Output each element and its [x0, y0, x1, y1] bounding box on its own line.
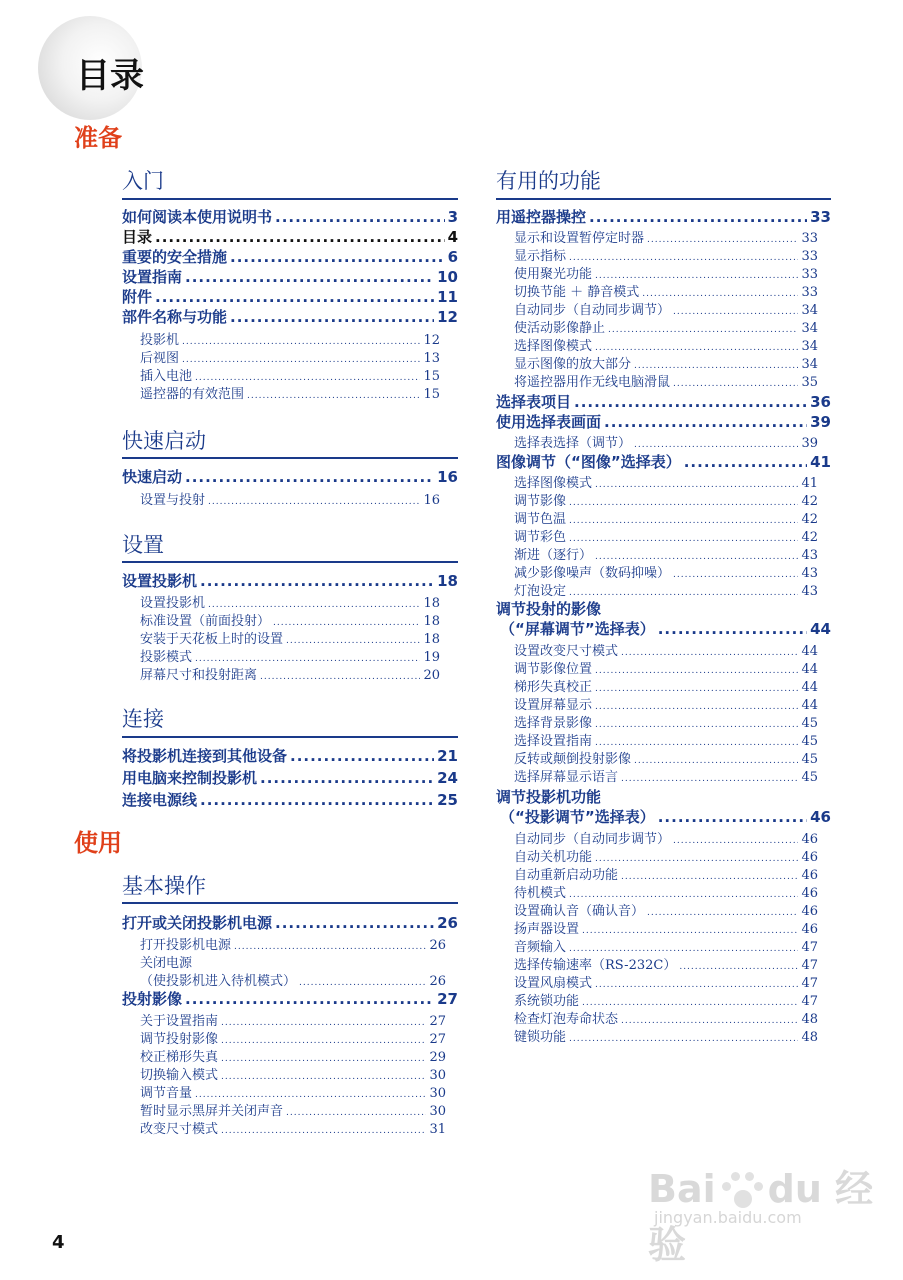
toc-entry[interactable]: 部件名称与功能 ..... 12: [122, 306, 458, 327]
toc-subentry[interactable]: 插入电池 ..... 15: [140, 365, 440, 384]
section-rule: [122, 736, 458, 738]
toc-subentry[interactable]: 渐进（逐行） ..... 43: [514, 544, 818, 563]
toc-subentry[interactable]: 自动同步（自动同步调节） ..... 46: [514, 828, 818, 847]
toc-subentry[interactable]: 屏幕尺寸和投射距离 ..... 20: [140, 664, 440, 683]
toc-entry[interactable]: （“屏幕调节”选择表） ..... 44: [500, 618, 831, 639]
section-title-intro: 入门: [122, 169, 164, 193]
toc-subentry[interactable]: 自动同步（自动同步调节） ..... 34: [514, 299, 818, 318]
toc-subentry[interactable]: 选择传输速率（RS-232C） ..... 47: [514, 954, 818, 973]
toc-entry[interactable]: 连接电源线 ..... 25: [122, 789, 458, 810]
part-heading-prep: 准备: [74, 124, 122, 152]
toc-subentry[interactable]: 将遥控器用作无线电脑滑鼠 ..... 35: [514, 371, 818, 390]
toc-subentry[interactable]: 待机模式 ..... 46: [514, 882, 818, 901]
toc-subentry[interactable]: 打开投影机电源 ..... 26: [140, 934, 446, 953]
toc-entry[interactable]: （“投影调节”选择表） ..... 46: [500, 806, 831, 827]
toc-subentry[interactable]: 显示图像的放大部分 ..... 34: [514, 353, 818, 372]
toc-entry[interactable]: 用遥控器操控 ..... 33: [496, 206, 831, 227]
section-title-setup: 设置: [122, 533, 164, 557]
toc-subentry[interactable]: 检查灯泡寿命状态 ..... 48: [514, 1008, 818, 1027]
toc-subentry[interactable]: 切换输入模式 ..... 30: [140, 1064, 446, 1083]
toc-subentry[interactable]: 自动关机功能 ..... 46: [514, 846, 818, 865]
toc-subentry[interactable]: 关于设置指南 ..... 27: [140, 1010, 446, 1029]
toc-subentry[interactable]: 安装于天花板上时的设置 ..... 18: [140, 628, 440, 647]
toc-entry[interactable]: 用电脑来控制投影机 ..... 24: [122, 767, 458, 788]
toc-subentry[interactable]: 选择屏幕显示语言 ..... 45: [514, 766, 818, 785]
page-number: 4: [52, 1232, 65, 1253]
toc-subentry[interactable]: 键锁功能 ..... 48: [514, 1026, 818, 1045]
toc-entry[interactable]: 选择表项目 ..... 36: [496, 391, 831, 412]
section-rule: [122, 902, 458, 904]
section-title-connection: 连接: [122, 707, 164, 731]
toc-subentry[interactable]: 系统锁功能 ..... 47: [514, 990, 818, 1009]
toc-entry[interactable]: 目录 ..... 4: [122, 226, 458, 247]
toc-subentry[interactable]: 显示指标 ..... 33: [514, 245, 818, 264]
watermark-url: jingyan.baidu.com: [654, 1208, 802, 1227]
toc-entry[interactable]: 设置指南 ..... 10: [122, 266, 458, 287]
section-title-useful-functions: 有用的功能: [496, 169, 601, 193]
toc-subentry[interactable]: 关闭电源: [140, 956, 193, 971]
toc-subentry[interactable]: 减少影像噪声（数码抑噪） ..... 43: [514, 562, 818, 581]
toc-subentry[interactable]: 使活动影像静止 ..... 34: [514, 317, 818, 336]
toc-subentry[interactable]: 调节影像位置 ..... 44: [514, 658, 818, 677]
toc-subentry[interactable]: 调节彩色 ..... 42: [514, 526, 818, 545]
paw-icon: [720, 1170, 764, 1214]
toc-entry[interactable]: 打开或关闭投影机电源 ..... 26: [122, 912, 458, 933]
toc-entry[interactable]: 将投影机连接到其他设备 ..... 21: [122, 745, 458, 766]
toc-entry[interactable]: 设置投影机 ..... 18: [122, 570, 458, 591]
toc-subentry[interactable]: 调节色温 ..... 42: [514, 508, 818, 527]
toc-subentry[interactable]: 灯泡设定 ..... 43: [514, 580, 818, 599]
toc-subentry[interactable]: 切换节能 ＋ 静音模式 ..... 33: [514, 281, 818, 300]
toc-subentry[interactable]: 使用聚光功能 ..... 33: [514, 263, 818, 282]
toc-entry[interactable]: 图像调节（“图像”选择表） ..... 41: [496, 451, 831, 472]
toc-subentry[interactable]: 投影机 ..... 12: [140, 329, 440, 348]
toc-subentry[interactable]: 设置投影机 ..... 18: [140, 592, 440, 611]
toc-entry[interactable]: 调节投射的影像: [496, 600, 602, 618]
section-rule: [122, 457, 458, 459]
toc-subentry[interactable]: 调节音量 ..... 30: [140, 1082, 446, 1101]
toc-subentry[interactable]: 投影模式 ..... 19: [140, 646, 440, 665]
toc-subentry[interactable]: 选择图像模式 ..... 41: [514, 472, 818, 491]
part-heading-use: 使用: [74, 829, 122, 857]
toc-subentry[interactable]: 设置与投射 ..... 16: [140, 489, 440, 508]
toc-entry[interactable]: 如何阅读本使用说明书 ..... 3: [122, 206, 458, 227]
toc-subentry[interactable]: 扬声器设置 ..... 46: [514, 918, 818, 937]
toc-subentry[interactable]: 后视图 ..... 13: [140, 347, 440, 366]
toc-subentry[interactable]: 自动重新启动功能 ..... 46: [514, 864, 818, 883]
toc-entry[interactable]: 重要的安全措施 ..... 6: [122, 246, 458, 267]
baidu-watermark: Bai du 经验: [648, 1167, 874, 1267]
toc-subentry[interactable]: 改变尺寸模式 ..... 31: [140, 1118, 446, 1137]
toc-subentry[interactable]: 设置屏幕显示 ..... 44: [514, 694, 818, 713]
toc-entry[interactable]: 使用选择表画面 ..... 39: [496, 411, 831, 432]
section-rule: [122, 198, 458, 200]
toc-subentry[interactable]: 选择设置指南 ..... 45: [514, 730, 818, 749]
toc-subentry[interactable]: 反转或颠倒投射影像 ..... 45: [514, 748, 818, 767]
toc-subentry[interactable]: 选择表选择（调节） ..... 39: [514, 432, 818, 451]
toc-entry[interactable]: 快速启动 ..... 16: [122, 466, 458, 487]
toc-subentry[interactable]: 调节投射影像 ..... 27: [140, 1028, 446, 1047]
toc-entry[interactable]: 投射影像 ..... 27: [122, 988, 458, 1009]
section-rule: [496, 198, 831, 200]
toc-subentry[interactable]: 标准设置（前面投射） ..... 18: [140, 610, 440, 629]
toc-subentry[interactable]: （使投影机进入待机模式） ..... 26: [140, 970, 446, 989]
toc-subentry[interactable]: 选择图像模式 ..... 34: [514, 335, 818, 354]
section-title-quickstart: 快速启动: [122, 429, 206, 453]
toc-subentry[interactable]: 设置风扇模式 ..... 47: [514, 972, 818, 991]
toc-subentry[interactable]: 音频输入 ..... 47: [514, 936, 818, 955]
toc-subentry[interactable]: 校正梯形失真 ..... 29: [140, 1046, 446, 1065]
toc-subentry[interactable]: 调节影像 ..... 42: [514, 490, 818, 509]
toc-subentry[interactable]: 遥控器的有效范围 ..... 15: [140, 383, 440, 402]
toc-subentry[interactable]: 暂时显示黑屏并关闭声音 ..... 30: [140, 1100, 446, 1119]
toc-entry[interactable]: 附件 ..... 11: [122, 286, 458, 307]
page-title: 目录: [76, 56, 144, 96]
section-rule: [122, 561, 458, 563]
toc-subentry[interactable]: 设置改变尺寸模式 ..... 44: [514, 640, 818, 659]
toc-subentry[interactable]: 设置确认音（确认音） ..... 46: [514, 900, 818, 919]
toc-subentry[interactable]: 梯形失真校正 ..... 44: [514, 676, 818, 695]
toc-entry[interactable]: 调节投影机功能: [496, 788, 602, 806]
toc-subentry[interactable]: 选择背景影像 ..... 45: [514, 712, 818, 731]
toc-subentry[interactable]: 显示和设置暂停定时器 ..... 33: [514, 227, 818, 246]
section-title-basic-operation: 基本操作: [122, 874, 206, 898]
